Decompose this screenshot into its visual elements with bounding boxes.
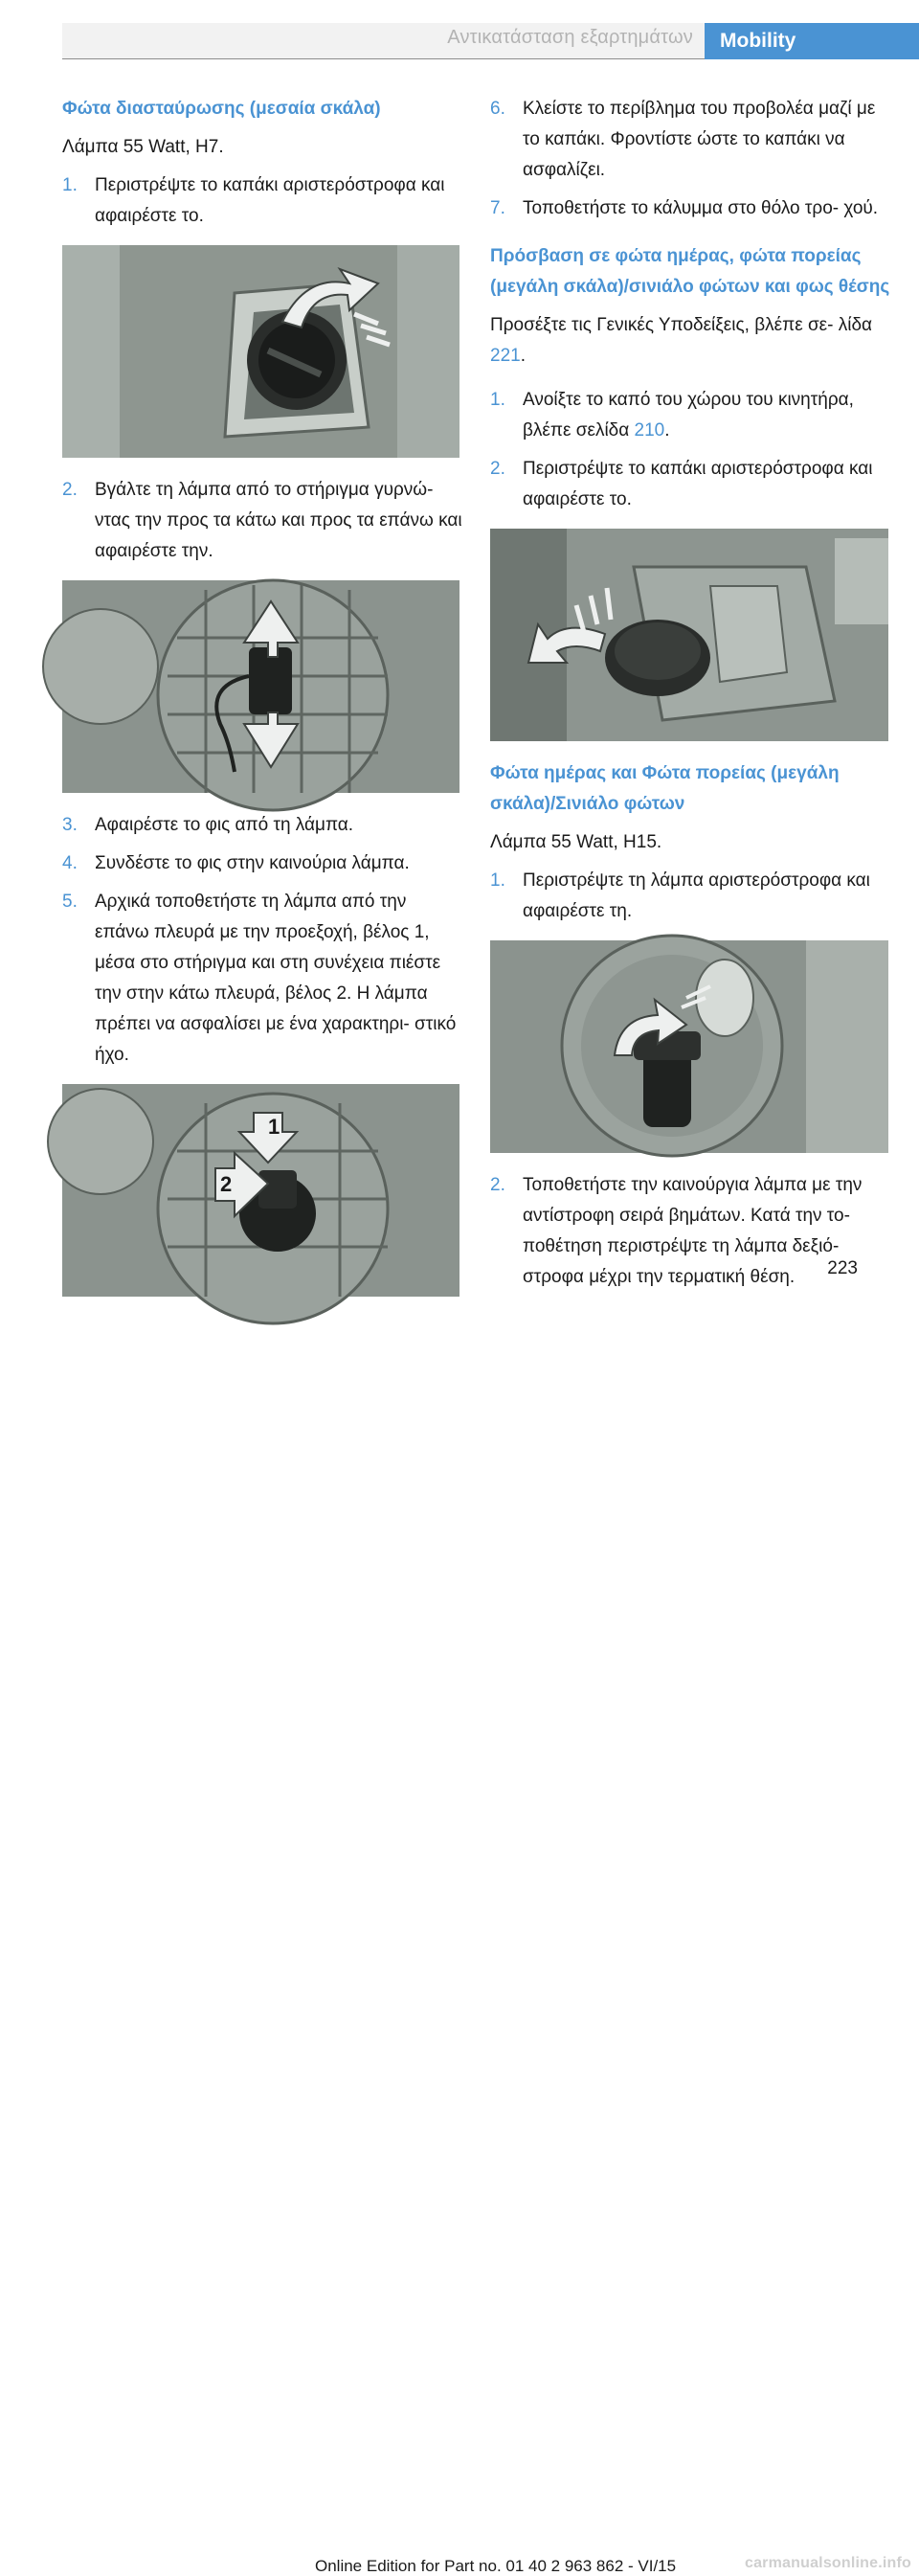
step-number: 2.	[490, 459, 505, 479]
step-text-main: Ανοίξτε το καπό του χώρου του κινητήρα, βλέπε σελίδα	[523, 390, 854, 441]
section-title-access: Πρόσβαση σε φώτα ημέρας, φώτα πορείας (μεγάλη σκάλα)/σινιάλο φώτων και φως θέσης	[490, 246, 890, 297]
step-number: 3.	[62, 815, 78, 835]
step-text: Αρχικά τοποθετήστε τη λάμπα από την επάνω πλευρά με την προεξοχή, βέλος 1, μέσα στο στήριγμα και στη συνέχεια πιέστε την στην κάτω πλευρά, βέλος 2. Η λάμπα πρέπει να ασφαλίσει με ένα χαρακτηρι‐ στικό ήχο.	[95, 892, 457, 1065]
figure-cap-removal-illustration	[62, 245, 460, 458]
edition-text: Online Edition for Part no. 01 40 2 963 862 - VI/15	[315, 2557, 677, 2575]
page-link-210[interactable]: 210	[634, 420, 665, 441]
left-column	[62, 94, 462, 1314]
step-number: 1.	[490, 870, 505, 891]
step-item	[490, 193, 890, 224]
step-text: Βγάλτε τη λάμπα από το στήριγμα γυρνώ‐ ντας την προς τα κάτω και προς τα επάνω και αφαιρέστε την.	[95, 480, 462, 561]
step-text: Τοποθετήστε την καινούργια λάμπα με την αντίστροφη σειρά βημάτων. Κατά την το‐ ποθέτηση περιστρέψτε τη λάμπα δεξιό‐ στροφα μέχρι την τερματική θέση.	[523, 1175, 863, 1287]
step-item	[490, 454, 890, 515]
step-text-end: .	[664, 420, 670, 441]
section-title-drl-high-beam: Φώτα ημέρας και Φώτα πορείας (μεγάλη σκάλα)/Σινιάλο φώτων	[490, 763, 840, 814]
step-text: Τοποθετήστε το κάλυμμα στο θόλο τρο‐ χού.	[523, 198, 879, 218]
page-footer	[0, 1276, 919, 2575]
step-item	[490, 385, 890, 446]
watermark: carmanualsonline.info	[744, 2555, 911, 2571]
step-number: 5.	[62, 892, 78, 912]
step-number: 4.	[62, 853, 78, 873]
page-link-221[interactable]: 221	[490, 346, 521, 366]
step-text: Περιστρέψτε το καπάκι αριστερόστροφα και αφαιρέστε το.	[523, 459, 873, 509]
step-text: Συνδέστε το φις στην καινούρια λάμπα.	[95, 853, 410, 873]
step-number: 7.	[490, 198, 505, 218]
step-item	[62, 887, 462, 1071]
figure-engine-bay-cap	[490, 529, 888, 741]
step-item	[490, 866, 890, 927]
page-header	[0, 0, 919, 59]
general-notes-text: Προσέξτε τις Γενικές Υποδείξεις, βλέπε σε‐ λίδα	[490, 315, 873, 335]
header-section-title: Αντικατάσταση εξαρτημάτων	[447, 27, 693, 48]
page-number: 223	[827, 1258, 858, 1278]
figure-bulb-insertion	[62, 1084, 460, 1297]
step-item	[490, 94, 890, 186]
figure-bulb-insertion-illustration	[62, 1084, 460, 1297]
step-number: 6.	[490, 99, 505, 119]
header-chapter-label: Mobility	[720, 30, 796, 52]
right-column	[490, 94, 890, 1293]
step-text: Περιστρέψτε το καπάκι αριστερόστροφα και αφαιρέστε το.	[95, 175, 445, 226]
figure-h15-bulb	[490, 940, 888, 1153]
figure-engine-bay-cap-illustration	[490, 529, 888, 741]
figure-h15-bulb-illustration	[490, 940, 888, 1153]
general-notes-reference	[490, 310, 890, 372]
figure-bulb-removal-illustration	[62, 580, 460, 793]
lamp-spec-h7: Λάμπα 55 Watt, H7.	[62, 137, 224, 157]
step-number: 2.	[62, 480, 78, 500]
arrow-label-2: 2	[220, 1172, 233, 1196]
step-text: Αφαιρέστε το φις από τη λάμπα.	[95, 815, 354, 835]
arrow-label-1: 1	[268, 1115, 280, 1139]
step-text: Κλείστε το περίβλημα του προβολέα μαζί με το καπάκι. Φροντίστε ώστε το καπάκι να ασφαλίζει.	[523, 99, 876, 180]
step-item	[62, 170, 462, 232]
step-number: 1.	[490, 390, 505, 410]
step-text: Περιστρέψτε τη λάμπα αριστερόστροφα και αφαιρέστε τη.	[523, 870, 870, 921]
section-title-low-beam: Φώτα διασταύρωσης (μεσαία σκάλα)	[62, 99, 381, 119]
step-number: 1.	[62, 175, 78, 195]
general-notes-end: .	[520, 346, 526, 366]
header-chapter-tab	[705, 23, 919, 59]
step-item	[62, 810, 462, 841]
lamp-spec-h15: Λάμπα 55 Watt, H15.	[490, 832, 662, 852]
figure-cap-removal	[62, 245, 460, 458]
step-number: 2.	[490, 1175, 505, 1195]
step-text	[523, 385, 890, 446]
step-item	[62, 475, 462, 567]
figure-bulb-removal	[62, 580, 460, 793]
step-item	[62, 848, 462, 879]
